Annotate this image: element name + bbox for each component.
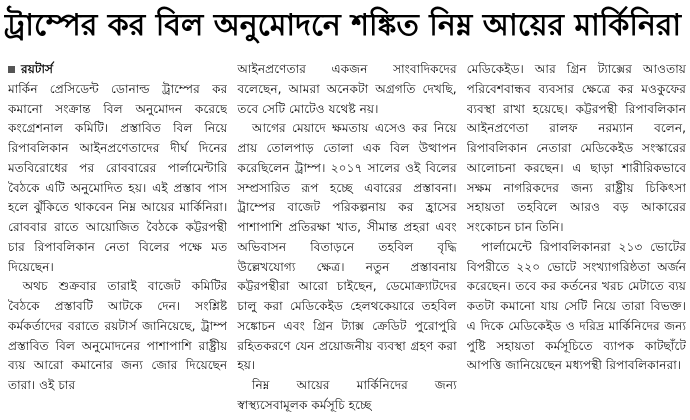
paragraph: মার্কিন প্রেসিডেন্ট ডোনাল্ড ট্রাম্পের কর কমানো সংক্রান্ত বিল অনুমোদন করেছে কংগ্রেশনাল কমিটি। প্রস্তাবিত বিল নিয়ে রিপাবলিকান আইনপ্রণেতাদের দীর্ঘ দিনের মতবিরোধের পর রোববারের পার্লামেন্টারি বৈঠকে এটি অনুমোদিত হয়। এই প্রস্তাব পাস হলে ঝুঁকিতে থাকবেন নিম্ন আয়ের মার্কিনিরা। রোববার রাতে আয়োজিত বৈঠকে কট্টরপন্থী চার রিপাবলিকান নেতা বিলের পক্ষে মত দিয়েছেন। [8, 81, 228, 274]
byline: রয়টার্স [21, 62, 54, 76]
column-3 [467, 60, 686, 418]
article-body [8, 60, 686, 418]
paragraph: পার্লামেন্টে রিপাবলিকানরা ২১৩ ভোটের বিপরীতে ২২০ ভোটে সংখ্যাগরিষ্ঠতা অর্জন করেছেন। তবে কর কর্তনের খরচ মেটাতে ব্যয় কতটা কমানো যায় সেটি নিয়ে তারা বিভক্ত। এ দিকে মেডিকেইড ও দরিদ্র মার্কিনিদের জন্য পুষ্টি সহায়তা কর্মসূচিতে ব্যাপক কাটছাঁটে আপত্তি জানিয়েছেন মধ্যপন্থী রিপাবলিকানরা। [466, 239, 686, 373]
paragraph: অথচ শুক্রবার তারাই বাজেট কমিটির বৈঠকে প্রস্তাবটি আটকে দেন। সংশ্লিষ্ট কর্মকর্তাদের বরাতে রয়টার্স জানিয়েছে, ট্রাম্প প্রস্তাবিত বিল অনুমোদনের পাশাপাশি রাষ্ট্রীয় ব্যয় আরো কমানোর জন্য জোর দিয়েছেন তারা। ওই চার [8, 279, 228, 393]
column-2 [237, 60, 456, 418]
headline: ট্রাম্পের কর বিল অনুমোদনে শঙ্কিত নিম্ন আয়ের মার্কিনিরা [4, 8, 682, 43]
byline-square-icon [8, 66, 15, 73]
paragraph: আগের মেয়াদে ক্ষমতায় এসেও কর নিয়ে প্রায় তোলপাড় তোলা এক বিল উত্থাপন করেছিলেন ট্রাম্প। ২০১৭ সালের ওই বিলের সম্প্রসারিত রূপ হচ্ছে এবারের প্রস্তাবনা। ট্রাম্পের বাজেট পরিকল্পনায় কর হ্রাসের পাশাপাশি প্রতিরক্ষা খাত, সীমান্ত প্রহরা এবং অভিবাসন বিতাড়নে তহবিল বৃদ্ধি উল্লেখযোগ্য ক্ষেত্র। নতুন প্রস্তাবনায় কট্টরপন্থীরা আরো চাইছেন, ডেমোক্র্যাটদের চালু করা মেডিকেইড হেলথকেয়ারে তহবিল সঙ্কোচন এবং গ্রিন ট্যাক্স ক্রেডিট পুরোপুরি রহিতকরণে যেন প্রয়োজনীয় ব্যবস্থা গ্রহণ করা হয়। [237, 121, 457, 373]
byline-row [8, 60, 227, 80]
paragraph: আইনপ্রণেতার একজন সাংবাদিকদের বলেছেন, আমরা অনেকটা অগ্রগতি দেখছি, তবে সেটি মোটেও যথেষ্ট নয়। [237, 62, 457, 116]
paragraph: নিম্ন আয়ের মার্কিনিদের জন্য স্বাস্থ্যসেবামূলক কর্মসূচি হচ্ছে [237, 378, 457, 413]
column-1 [8, 60, 227, 418]
paragraph: মেডিকেইড। আর গ্রিন ট্যাক্সের আওতায় পরিবেশবান্ধব ব্যবসার ক্ষেত্রে কর মওকুফের ব্যবস্থা রাখা হয়েছে। কট্টরপন্থী রিপাবলিকান আইনপ্রণেতা রালফ নরম্যান বলেন, রিপাবলিকান নেতারা মেডিকেইড সংস্কারের আলোচনা করছেন। এ ছাড়া শারীরিকভাবে সক্ষম নাগরিকদের জন্য রাষ্ট্রীয় চিকিৎসা সহায়তা তহবিলে আরও বড় আকারের সংকোচন চান তিনি। [466, 62, 686, 235]
